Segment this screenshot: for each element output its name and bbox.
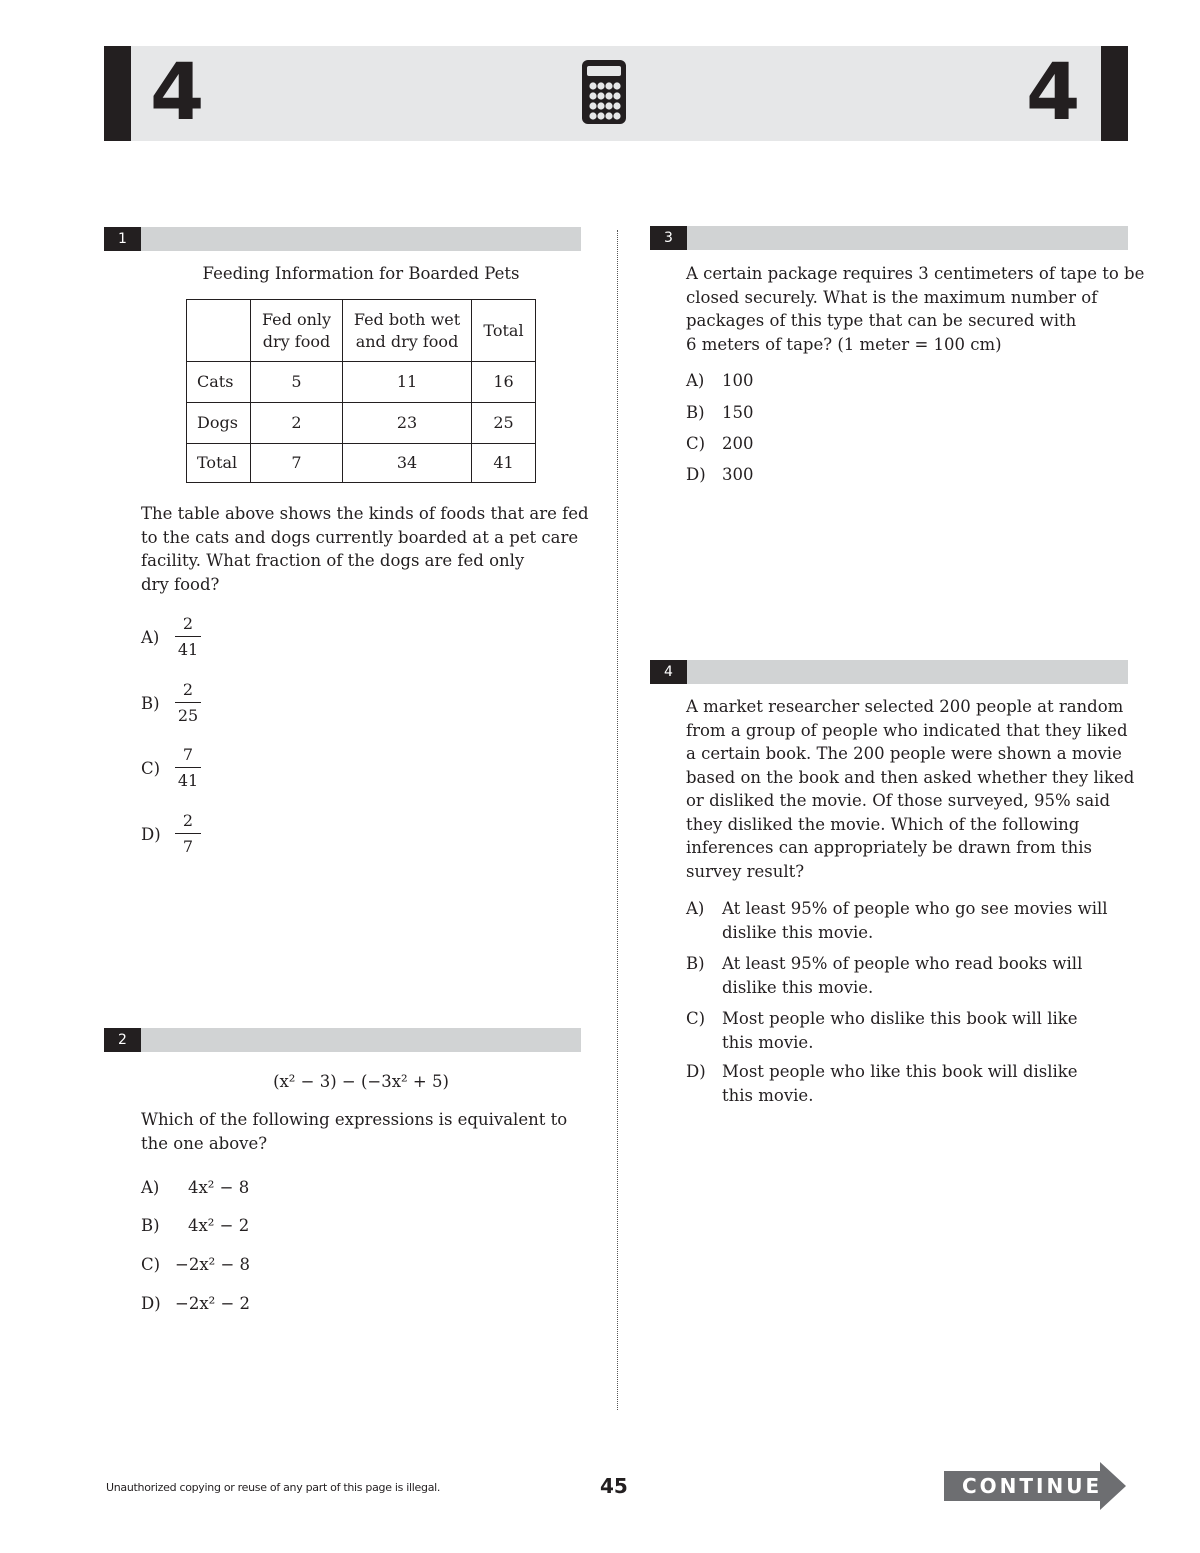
table-cell: 16: [472, 362, 536, 403]
choice-letter: D): [686, 465, 706, 484]
table-row-label: Cats: [187, 362, 251, 403]
question-4-number: 4: [650, 660, 687, 684]
choice-text: [722, 1007, 1126, 1054]
stem-line: or disliked the movie. Of those surveyed, 95% said: [686, 791, 1111, 810]
question-3-stem: [686, 262, 1146, 356]
choice-letter: A): [141, 1178, 160, 1197]
table-header-cell: Total: [472, 300, 536, 362]
stem-line: 6 meters of tape? (1 meter = 100 cm): [686, 334, 1002, 354]
stem-line: The table above shows the kinds of foods that are fed: [141, 504, 589, 523]
header-bar-right: [1101, 46, 1128, 141]
section-number-right: 4: [1026, 48, 1081, 138]
header-bar-left: [104, 46, 131, 141]
fraction-denominator: 25: [177, 706, 199, 725]
stem-line: A certain package requires 3 centimeters of tape to be: [686, 264, 1145, 283]
stem-line: inferences can appropriately be drawn from this: [686, 838, 1092, 857]
fraction-bar: [175, 767, 201, 768]
choice-text: 4x² − 2: [188, 1216, 250, 1235]
stem-line: they disliked the movie. Which of the following: [686, 814, 1080, 834]
table-cell: 25: [472, 403, 536, 444]
choice-line: dislike this movie.: [722, 977, 874, 997]
question-2-header-bar: [104, 1028, 581, 1052]
choice-letter: A): [686, 899, 705, 918]
answer-choice-d[interactable]: [141, 811, 261, 859]
question-1-number: 1: [104, 227, 141, 251]
question-3-header-bar: [650, 226, 1128, 250]
choice-letter: C): [141, 1255, 161, 1274]
table-row-label: Dogs: [187, 403, 251, 444]
fraction-numerator: 2: [182, 811, 194, 830]
stem-line: facility. What fraction of the dogs are fed only: [141, 551, 525, 570]
answer-choice-d[interactable]: [141, 1292, 341, 1316]
fraction: [173, 680, 203, 727]
fraction-bar: [175, 702, 201, 703]
choice-letter: A): [686, 371, 705, 390]
stem-line: to the cats and dogs currently boarded at a pet care: [141, 527, 579, 547]
choice-line: Most people who dislike this book will like: [722, 1009, 1078, 1028]
answer-choice-a[interactable]: [141, 614, 261, 662]
choice-text: 200: [722, 434, 754, 453]
choice-line: At least 95% of people who read books will: [722, 954, 1083, 973]
question-1-stem: [141, 502, 601, 596]
choice-letter: A): [141, 628, 160, 647]
choice-letter: C): [686, 1009, 706, 1028]
stem-line: closed securely. What is the maximum number of: [686, 287, 1098, 307]
stem-line: Which of the following expressions is equivalent to: [141, 1110, 568, 1129]
stem-line: A market researcher selected 200 people at random: [686, 697, 1124, 716]
choice-letter: B): [141, 1216, 160, 1235]
choice-line: this movie.: [722, 1085, 814, 1105]
question-4-header-bar: [650, 660, 1128, 684]
question-1-header-bar: [104, 227, 581, 251]
choice-text: −2x² − 2: [175, 1294, 251, 1313]
choice-text: [722, 1060, 1126, 1107]
answer-choice-c[interactable]: [141, 745, 261, 793]
choice-letter: D): [141, 825, 161, 844]
header-line: Fed only: [261, 309, 332, 329]
table-header-row: [187, 300, 536, 362]
table-cell: 11: [343, 362, 472, 403]
stem-line: dry food?: [141, 574, 220, 594]
table-header-cell: [343, 300, 472, 362]
table-row: [187, 444, 536, 483]
fraction-numerator: 2: [182, 614, 194, 633]
choice-text: −2x² − 8: [175, 1255, 251, 1274]
answer-choice-c[interactable]: [141, 1253, 341, 1277]
answer-choice-d[interactable]: [686, 463, 886, 487]
fraction-bar: [175, 636, 201, 637]
fraction-numerator: 2: [182, 680, 194, 699]
choice-text: [722, 897, 1126, 944]
calculator-icon: [580, 58, 628, 126]
continue-button[interactable]: [944, 1462, 1126, 1510]
question-4-stem: [686, 695, 1146, 883]
choice-letter: B): [686, 954, 705, 973]
table-row: [187, 362, 536, 403]
section-number-left: 4: [150, 48, 205, 138]
table-cell: 23: [343, 403, 472, 444]
fraction-denominator: 7: [182, 837, 194, 856]
copyright-notice: Unauthorized copying or reuse of any part of this page is illegal.: [106, 1481, 441, 1494]
answer-choice-a[interactable]: [686, 369, 886, 393]
choice-line: At least 95% of people who go see movies will: [722, 899, 1108, 918]
fraction-denominator: 41: [177, 640, 199, 659]
fraction-bar: [175, 833, 201, 834]
choice-text: 100: [722, 371, 754, 390]
table-cell: 7: [251, 444, 343, 483]
choice-letter: B): [686, 403, 705, 422]
table-header-cell: [251, 300, 343, 362]
answer-choice-d[interactable]: [686, 1060, 1126, 1107]
stem-line: from a group of people who indicated that they liked: [686, 720, 1128, 740]
choice-letter: C): [686, 434, 706, 453]
answer-choice-c[interactable]: [686, 432, 886, 456]
question-2-number: 2: [104, 1028, 141, 1052]
choice-line: dislike this movie.: [722, 922, 874, 942]
choice-text: 4x² − 8: [188, 1178, 250, 1197]
choice-line: this movie.: [722, 1032, 814, 1052]
table-cell: 34: [343, 444, 472, 483]
stem-line: packages of this type that can be secured with: [686, 311, 1077, 330]
table-header-cell: [187, 300, 251, 362]
table-cell: 2: [251, 403, 343, 444]
choice-text: [722, 952, 1126, 999]
page-number: 45: [600, 1474, 628, 1498]
fraction: [173, 745, 203, 792]
feeding-table: [186, 299, 536, 483]
choice-letter: D): [686, 1062, 706, 1081]
fraction-numerator: 7: [182, 745, 194, 764]
question-2-stem: [141, 1108, 601, 1155]
answer-choice-a[interactable]: [141, 1176, 341, 1200]
answer-choice-c[interactable]: [686, 1007, 1126, 1054]
table-title: Feeding Information for Boarded Pets: [202, 264, 520, 283]
answer-choice-b[interactable]: [686, 401, 886, 425]
continue-label: CONTINUE: [962, 1474, 1103, 1498]
fraction: [173, 811, 203, 858]
table-cell: 41: [472, 444, 536, 483]
fraction: [173, 614, 203, 661]
stem-line: survey result?: [686, 861, 805, 881]
choice-text: 300: [722, 465, 754, 484]
stem-line: a certain book. The 200 people were shown a movie: [686, 744, 1122, 763]
table-row: [187, 403, 536, 444]
table-cell: 5: [251, 362, 343, 403]
table-row-label: Total: [187, 444, 251, 483]
answer-choice-b[interactable]: [141, 680, 261, 728]
stem-line: the one above?: [141, 1133, 268, 1153]
header-line: Fed both wet: [353, 309, 461, 329]
choice-letter: D): [141, 1294, 161, 1313]
fraction-denominator: 41: [177, 771, 199, 790]
question-3-number: 3: [650, 226, 687, 250]
answer-choice-b[interactable]: [686, 952, 1126, 999]
answer-choice-a[interactable]: [686, 897, 1126, 944]
choice-line: Most people who like this book will dislike: [722, 1062, 1078, 1081]
answer-choice-b[interactable]: [141, 1214, 341, 1238]
header-line: and dry food: [355, 331, 459, 351]
choice-letter: C): [141, 759, 161, 778]
header-line: dry food: [262, 331, 331, 351]
choice-text: 150: [722, 403, 754, 422]
choice-letter: B): [141, 694, 160, 713]
question-2-expression: (x² − 3) − (−3x² + 5): [273, 1072, 449, 1091]
stem-line: based on the book and then asked whether they liked: [686, 767, 1135, 787]
column-divider: [617, 230, 618, 1410]
